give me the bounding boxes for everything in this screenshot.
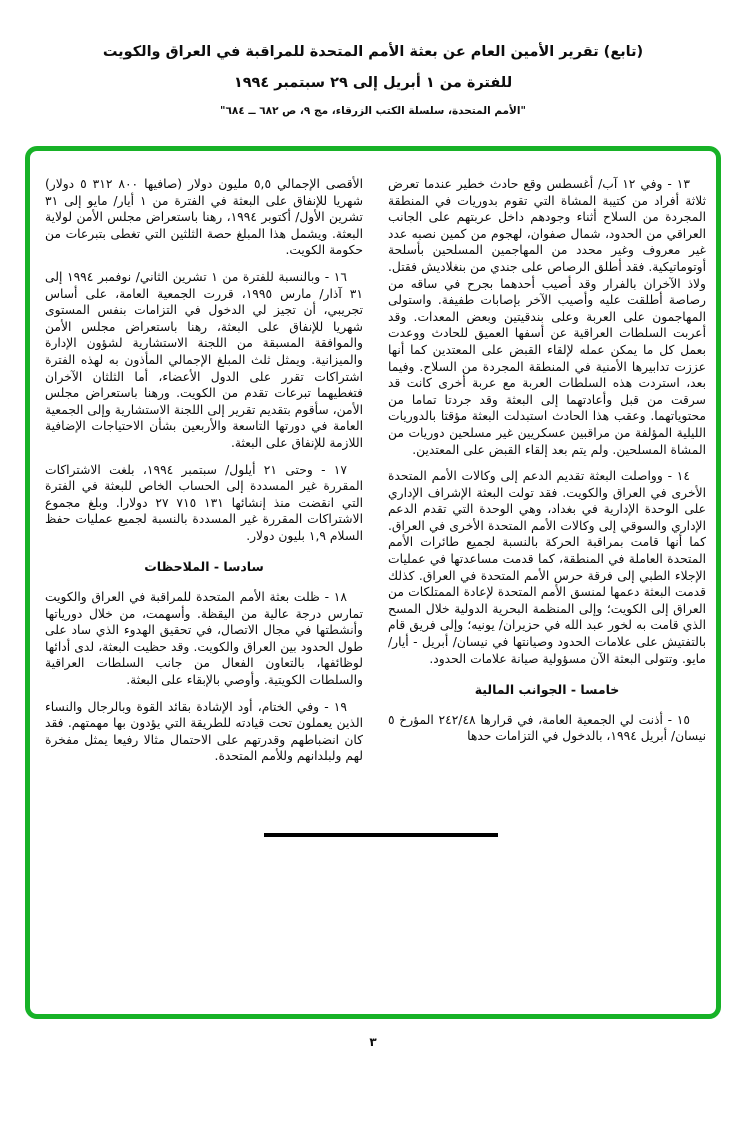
para-19: ١٩ - وفي الختام، أود الإشادة بقائد القوة وبالرجال والنساء الذين يعملون تحت قيادته للطريقة التي يؤدون بها مهمتهم. فقد كان انضباطهم وقدرتهم على الاحتمال مثالا رفيعا يمثل مفخرة لهم ولبلدانهم وللأمم المتحدة. — [45, 699, 363, 764]
text-column-left — [45, 176, 363, 775]
section-heading-financial-aspects: خامسا - الجوانب المالية — [474, 682, 620, 698]
report-title-line-1: (تابع) تقرير الأمين العام عن بعثة الأمم المتحدة للمراقبة في العراق والكويت — [102, 44, 644, 60]
page-number: ٣ — [369, 1035, 377, 1049]
para-17: ١٧ - وحتى ٢١ أيلول/ سبتمبر ١٩٩٤، بلغت الاشتراكات المقررة غير المسددة إلى الحساب الخاص للبعثة في الفترة التي انقضت منذ إنشائها ٢٧ ٧١٥ ١٣١ دولارا. وبلغ مجموع الاشتراكات المقررة غير المسددة بالنسبة لجميع عمليات حفظ السلام ١,٩ بليون دولار. — [45, 462, 364, 543]
para-16: ١٦ - وبالنسبة للفترة من ١ تشرين الثاني/ نوفمبر ١٩٩٤ إلى ٣١ آذار/ مارس ١٩٩٥، قررت الجمعية العامة، على أساس تجريبي، أن تجيز لي الدخول في التزامات بنفس المستوى شهريا للإنفاق على البعثة، رهنا باستعراض مجلس الأمن والموافقة المسبقة من اللجنة الاستشارية لشؤون الإدارة والميزانية. ويمثل ثلث المبلغ الإجمالي المأذون به لهذه الفترة اشتراكات تقرر على الدول الأعضاء، أما الثلثان الآخران فتغطيهما تبرعات تقدم من الكويت. ورهنا باستعراض مجلس الأمن، سأقوم بتقديم تقرير إلى اللجنة الاستشارية وإلى الجمعية العامة في دورتها التاسعة والأربعين بشأن الاحتياجات الإضافية اللازمة للإنفاق على البعثة. — [45, 269, 364, 450]
report-header — [0, 44, 746, 117]
report-source-citation: "الأمم المتحدة، سلسلة الكتب الزرقاء، مج ٩، ص ٦٨٢ ــ ٦٨٤" — [220, 105, 526, 117]
para-13: ١٣ - وفي ١٢ آب/ أغسطس وقع حادث خطير عندما تعرض ثلاثة أفراد من كتيبة المشاة التي تقوم بدوريات في المنطقة المجردة من السلاح أثناء وجودهم داخل عربتهم على الجانب العراقي من الحدود، شمال صفوان، لهجوم من كمين نصبه عدد غير معروف وغير محدد من المهاجمين المسلحين بأسلحة أوتوماتيكية. فقد أطلق الرصاص على جندي من بنغلاديش فقتل. ولاذ الآخران بالفرار وقد أصيب أحدهما بجرح في ساقه من رصاصة أطلقت عليه وأصيب الآخر بإصابات طفيفة. واستولى المهاجمون على العربة وعلى بندقيتين وبعض المعدات. وقد أعربت السلطات العراقية عن أسفها العميق للحادث ووعدت بعمل كل ما يمكن عمله لإلقاء القبض على المعتدين كما أنها عززت تدابيرها الأمنية في المنطقة المجردة من السلاح. وفيما بعد، استردت هذه السلطات العربة مع عربة أخرى كانت قد سرقت من قبل وأعادتهما إلى البعثة وقد جردتا تماما من محتوياتهما. وعقب هذا الحادث استبدلت البعثة مؤقتا بالدوريات الليلية المؤلفة من مراقبين عسكريين غير مسلحين دوريات من المشاة المسلحين. ولم يتم بعد إلقاء القبض على المعتدين. — [388, 177, 706, 457]
report-title-line-2: للفترة من ١ أبريل إلى ٢٩ سبتمبر ١٩٩٤ — [233, 75, 513, 91]
text-column-right — [388, 176, 706, 755]
end-of-text-divider — [264, 833, 498, 837]
para-18: ١٨ - ظلت بعثة الأمم المتحدة للمراقبة في العراق والكويت تمارس درجة عالية من اليقظة. وأسهمت، من خلال دورياتها وأنشطتها في مجال الاتصال، في تحقيق الهدوء الذي ساد على طول الحدود بين العراق والكويت. وقد حظيت البعثة، لدى أدائها لوظائفها، بالتعاون الفعال من جانب السلطات العراقية والسلطات الكويتية. وأوصي بالإبقاء على البعثة. — [45, 590, 363, 688]
para-15-continued: الأقصى الإجمالي ٥,٥ مليون دولار (صافيها ٥ ٣١٢ ٨٠٠ دولار) شهريا للإنفاق على البعثة في الفترة من ١ أيار/ مايو إلى ٣١ تشرين الأول/ أكتوبر ١٩٩٤، رهنا باستعراض مجلس الأمن لولاية البعثة. ويشمل هذا المبلغ حصة الثلثين التي تغطى بتبرعات من حكومة الكويت. — [45, 177, 364, 258]
para-14: ١٤ - وواصلت البعثة تقديم الدعم إلى وكالات الأمم المتحدة الأخرى في العراق والكويت. فقد تولت البعثة الإشراف الإداري على الوحدة الإدارية في بغداد، وهي الوحدة التي تقدم الدعم الإداري والسوقي إلى وكالات الأمم المتحدة الأخرى في العراق. كما أنها قامت بمراقبة الحركة بالنسبة لجميع طائرات الأمم المتحدة العاملة في المنطقة، كما قدمت مساعدتها في عمليات الإجلاء الطبي إلى فرقة حرس الأمم المتحدة في العراق. كذلك قدمت البعثة دعمها لمنسق الأمم المتحدة لإعادة الممتلكات من العراق إلى الكويت؛ وإلى المنظمة البحرية الدولية خلال المسح الذي قامت به لخور عبد الله في حزيران/ يونيه؛ وإلى فريق قام بالتفتيش على علامات الحدود وصيانتها في نيسان/ أبريل - أيار/ مايو. وتتولى البعثة الآن مسؤولية صيانة علامات الحدود. — [388, 469, 706, 666]
para-15-start: ١٥ - أذنت لي الجمعية العامة، في قرارها ٢٤٢/٤٨ المؤرخ ٥ نيسان/ أبريل ١٩٩٤، بالدخول في التزامات حدها — [388, 712, 706, 744]
section-heading-observations: سادسا - الملاحظات — [144, 559, 264, 575]
